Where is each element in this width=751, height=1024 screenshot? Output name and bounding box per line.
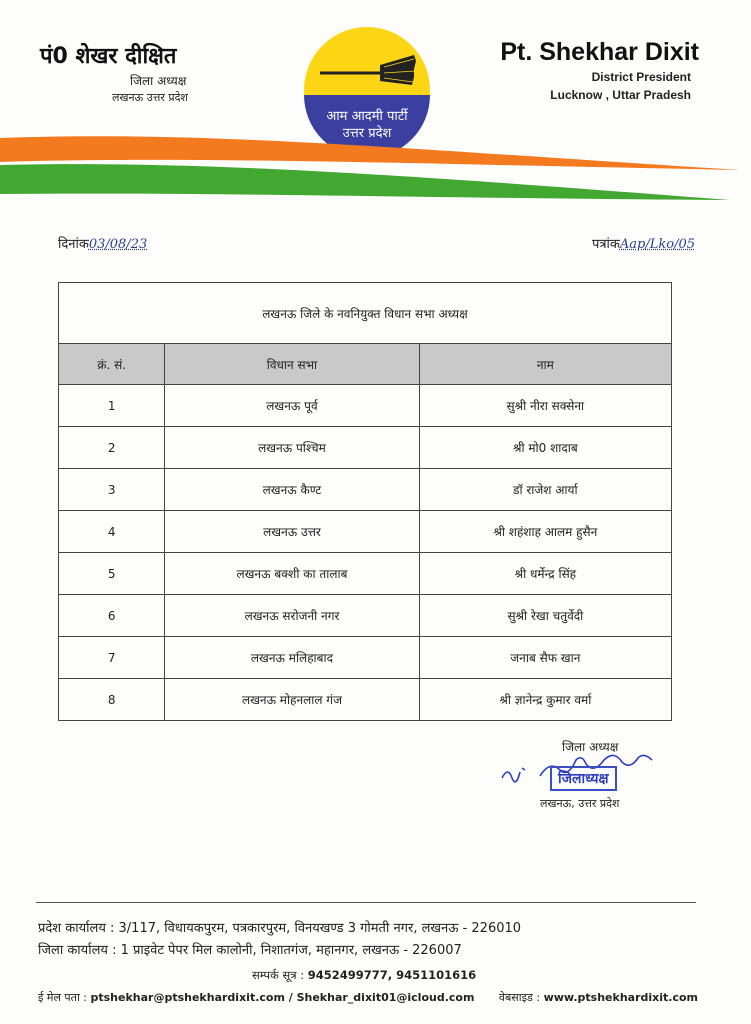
cell-name: सुश्री नीरा सक्सेना: [419, 385, 671, 427]
cell-serial: 1: [59, 385, 165, 427]
hindi-title: जिला अध्यक्ष: [130, 74, 187, 88]
ref-label: पत्रांक: [591, 237, 620, 252]
cell-constituency: लखनऊ पूर्व: [165, 385, 419, 427]
cell-constituency: लखनऊ कैण्ट: [165, 469, 419, 511]
hindi-name: पं0 शेखर दीक्षित: [40, 44, 177, 69]
cell-name: श्री धर्मेन्द्र सिंह: [419, 553, 671, 595]
hindi-place: लखनऊ उत्तर प्रदेश: [112, 91, 188, 104]
official-stamp: जिलाध्यक्ष: [550, 766, 617, 791]
signature-place: लखनऊ, उत्तर प्रदेश: [540, 797, 620, 810]
cell-constituency: लखनऊ सरोजनी नगर: [165, 595, 419, 637]
cell-constituency: लखनऊ बक्शी का तालाब: [165, 553, 419, 595]
date: [58, 234, 147, 252]
cell-constituency: लखनऊ मोहनलाल गंज: [165, 679, 419, 721]
table-title: लखनऊ जिले के नवनियुक्त विधान सभा अध्यक्ष: [59, 283, 672, 344]
website-link[interactable]: www.ptshekhardixit.com: [543, 991, 698, 1004]
district-office-address: जिला कार्यालय : 1 प्राइवेट पेपर मिल कालोनी, निशातगंज, महानगर, लखनऊ - 226007: [38, 943, 462, 958]
table-row: [59, 427, 672, 469]
cell-serial: 4: [59, 511, 165, 553]
cell-name: श्री शहंशाह आलम हुसैन: [419, 511, 671, 553]
contact-numbers: 9452499777, 9451101616: [307, 968, 477, 982]
cell-serial: 8: [59, 679, 165, 721]
cell-serial: 6: [59, 595, 165, 637]
cell-constituency: लखनऊ मलिहाबाद: [165, 637, 419, 679]
table-row: [59, 679, 672, 721]
table-row: [59, 553, 672, 595]
logo-line2: उत्तर प्रदेश: [342, 126, 392, 141]
date-value: 03/08/23: [88, 237, 148, 252]
cell-name: जनाब सैफ खान: [419, 637, 671, 679]
signature-block: [500, 738, 700, 818]
reference: [592, 234, 695, 252]
header-constituency: विधान सभा: [165, 344, 419, 385]
logo-line1: आम आदमी पार्टी: [326, 109, 408, 124]
footer-divider: [36, 902, 696, 903]
cell-serial: 7: [59, 637, 165, 679]
table-row: [59, 511, 672, 553]
email-line: [38, 990, 698, 1005]
cell-name: श्री ज्ञानेन्द्र कुमार वर्मा: [419, 679, 671, 721]
cell-name: श्री मो0 शादाब: [419, 427, 671, 469]
table-row: [59, 637, 672, 679]
date-label: दिनांक: [58, 237, 89, 252]
table-row: [59, 469, 672, 511]
english-place: Lucknow , Uttar Pradesh: [550, 88, 691, 102]
email-addresses[interactable]: ptshekhar@ptshekhardixit.com / Shekhar_dixit01@icloud.com: [90, 991, 475, 1004]
email-label: ई मेल पता :: [38, 991, 87, 1004]
contact-label: सम्पर्क सूत्र :: [252, 968, 305, 982]
table-row: [59, 385, 672, 427]
website: [499, 990, 698, 1005]
table-header-row: [59, 344, 672, 385]
cell-constituency: लखनऊ पश्चिम: [165, 427, 419, 469]
table-title-row: [59, 283, 672, 344]
table-row: [59, 595, 672, 637]
header-serial: क्रं. सं.: [59, 344, 165, 385]
header-name: नाम: [419, 344, 671, 385]
tricolor-swoosh: [0, 120, 751, 210]
appointments-table: [58, 282, 672, 721]
cell-name: सुश्री रेखा चतुर्वेदी: [419, 595, 671, 637]
cell-name: डॉ राजेश आर्या: [419, 469, 671, 511]
english-name: Pt. Shekhar Dixit: [500, 38, 699, 66]
cell-serial: 5: [59, 553, 165, 595]
website-label: वेबसाइड :: [498, 991, 541, 1004]
signature-title: जिला अध्यक्ष: [562, 740, 619, 754]
cell-constituency: लखनऊ उत्तर: [165, 511, 419, 553]
contact-line: [252, 968, 476, 983]
ref-value: Aap/Lko/05: [619, 237, 695, 252]
english-title: District President: [591, 70, 691, 84]
state-office-address: प्रदेश कार्यालय : 3/117, विधायकपुरम, पत्रकारपुरम, विनयखण्ड 3 गोमती नगर, लखनऊ - 226010: [38, 921, 522, 936]
cell-serial: 3: [59, 469, 165, 511]
cell-serial: 2: [59, 427, 165, 469]
